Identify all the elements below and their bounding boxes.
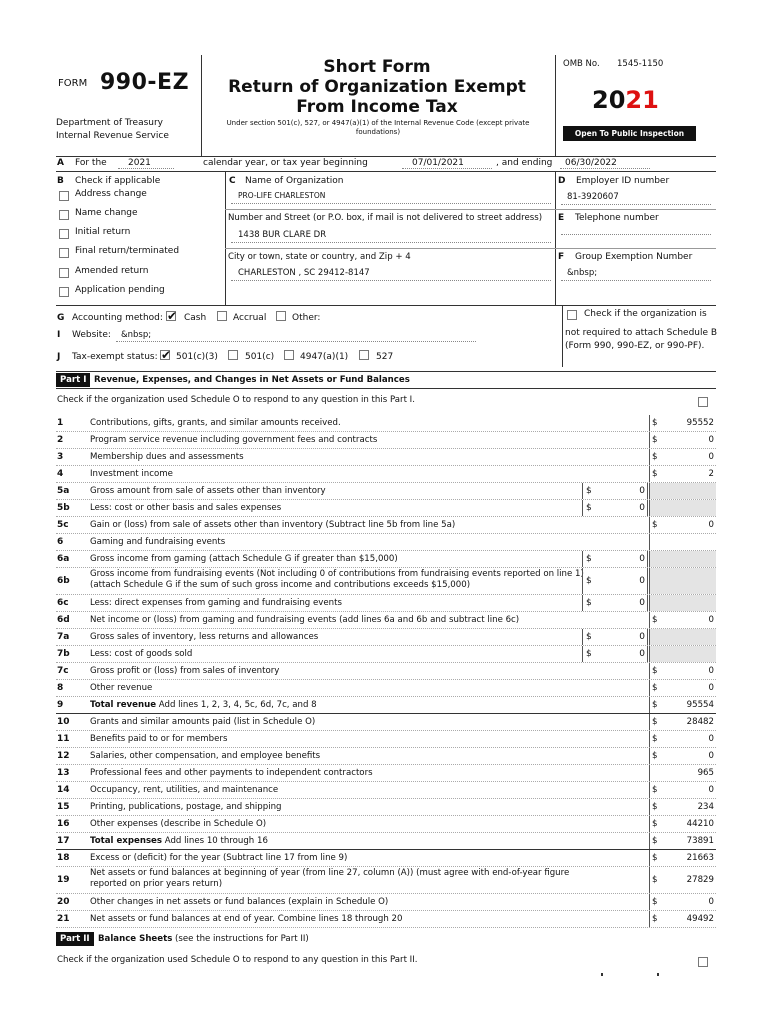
line-amount[interactable]: 95554: [686, 700, 714, 710]
form-title: [212, 57, 542, 117]
line-number: 1: [57, 418, 64, 428]
dollar-sign: $: [652, 853, 658, 863]
part-1-line-row: [56, 748, 716, 765]
tick-mark: [601, 973, 603, 976]
line-description: Other changes in net assets or fund balances (explain in Schedule O): [90, 897, 389, 907]
line-description-bold: Total revenue: [90, 700, 157, 710]
line-description: Program service revenue including government fees and contracts: [90, 435, 378, 445]
dollar-sign: $: [652, 875, 658, 885]
line-number: 2: [57, 435, 64, 445]
column-divider: [649, 765, 650, 781]
line-description: Occupancy, rent, utilities, and maintenance: [90, 785, 279, 795]
part-1-line-row: [56, 534, 716, 551]
line-number: 6: [57, 537, 64, 547]
part-1-line-row: [56, 697, 716, 714]
column-divider: [649, 663, 650, 679]
form-year-field[interactable]: 2021: [118, 158, 174, 169]
part-2-title: [98, 934, 309, 944]
letter-b: B: [57, 176, 64, 186]
part-1-line-row: [56, 911, 716, 928]
line-description: Other expenses (describe in Schedule O): [90, 819, 267, 829]
column-divider: [649, 867, 650, 893]
telephone-label: Telephone number: [575, 213, 659, 223]
cash-label: Cash: [184, 313, 207, 323]
part-1-line-row: [56, 568, 716, 595]
part-1-schedule-o-text: Check if the organization used Schedule O to respond to any question in this Part I.: [57, 395, 415, 405]
501c3-checkbox[interactable]: [160, 350, 170, 360]
line-number: 6d: [57, 615, 70, 625]
column-divider: [649, 782, 650, 798]
501c-label: 501(c): [245, 352, 275, 362]
column-divider: [649, 697, 650, 713]
dollar-sign: $: [652, 785, 658, 795]
line-description: [90, 700, 590, 711]
column-divider: [649, 731, 650, 747]
line-number: 8: [57, 683, 64, 693]
ein-field[interactable]: 81-3920607: [561, 192, 711, 205]
dollar-sign: $: [586, 486, 592, 496]
final-return-label: Final return/terminated: [75, 246, 180, 256]
dollar-sign: $: [586, 598, 592, 608]
omb-label: OMB No.: [563, 59, 600, 69]
dept-line-1: Department of Treasury: [56, 118, 164, 128]
dollar-sign: $: [652, 836, 658, 846]
dollar-sign: $: [652, 914, 658, 924]
line-number: 17: [57, 836, 70, 846]
line-amount[interactable]: 0: [708, 452, 714, 462]
under-section-text: Under section 501(c), 527, or 4947(a)(1) of the Internal Revenue Code (except private foundations): [226, 119, 530, 136]
dollar-sign: $: [652, 802, 658, 812]
shaded-cell: [650, 568, 716, 594]
part-1-line-row: [56, 612, 716, 629]
line-amount[interactable]: 2: [708, 469, 714, 479]
dollar-sign: $: [652, 520, 658, 530]
tick-mark: [657, 973, 659, 976]
column-divider: [649, 680, 650, 696]
city-field[interactable]: CHARLESTON , SC 29412-8147: [231, 268, 551, 281]
line-amount[interactable]: 234: [697, 802, 714, 812]
501c3-label: 501(c)(3): [176, 352, 218, 362]
sub-amount-cell[interactable]: [582, 595, 648, 611]
part-2-schedule-o-checkbox[interactable]: [698, 957, 708, 967]
line-number: 21: [57, 914, 70, 924]
line-amount[interactable]: 28482: [686, 717, 714, 727]
and-ending-text: , and ending: [496, 158, 553, 168]
line-number: 18: [57, 853, 70, 863]
check-if-applicable-label: Check if applicable: [75, 176, 161, 186]
shaded-cell: [650, 500, 716, 516]
line-description: Gaming and fundraising events: [90, 537, 226, 547]
line-description: Contributions, gifts, grants, and similar amounts received.: [90, 418, 341, 428]
line-number: 10: [57, 717, 70, 727]
line-description: Less: direct expenses from gaming and fundraising events: [90, 598, 342, 608]
address-change-checkbox[interactable]: [59, 191, 69, 201]
part-2-title-bold: Balance Sheets: [98, 934, 173, 944]
line-number: 7c: [57, 666, 69, 676]
part-1-line-row: [56, 646, 716, 663]
street-field[interactable]: 1438 BUR CLARE DR: [231, 230, 551, 243]
dollar-sign: $: [652, 469, 658, 479]
letter-a: A: [57, 158, 64, 168]
letter-f: F: [558, 252, 565, 262]
line-amount[interactable]: 0: [708, 520, 714, 530]
schedule-b-line-1: Check if the organization is: [584, 309, 707, 319]
part-1-line-row: [56, 731, 716, 748]
line-description: Net assets or fund balances at beginning of year (from line 27, column (A)) (must agree with end-of-year figure reported on prior years return): [90, 868, 570, 889]
line-number: 20: [57, 897, 70, 907]
line-description: Membership dues and assessments: [90, 452, 244, 462]
sub-amount-value: 0: [639, 649, 645, 659]
line-number: 5b: [57, 503, 70, 513]
schedule-b-line-2: not required to attach Schedule B: [565, 328, 718, 338]
name-change-label: Name change: [75, 208, 138, 218]
part-1-line-row: [56, 714, 716, 731]
shaded-cell: [650, 629, 716, 645]
dollar-sign: $: [652, 734, 658, 744]
title-line-1: Short Form: [323, 57, 431, 77]
line-description: Printing, publications, postage, and shipping: [90, 802, 282, 812]
dollar-sign: $: [652, 435, 658, 445]
form-header: [0, 0, 770, 160]
form-number: 990-EZ: [100, 70, 190, 95]
letter-d: D: [558, 176, 566, 186]
dollar-sign: $: [652, 683, 658, 693]
org-name-field[interactable]: PRO-LIFE CHARLESTON: [231, 191, 551, 204]
column-divider: [649, 833, 650, 849]
tax-year-prefix: 20: [592, 86, 626, 114]
line-description: Other revenue: [90, 683, 153, 693]
sub-amount-cell[interactable]: [582, 483, 648, 499]
telephone-field[interactable]: [561, 229, 711, 235]
accrual-label: Accrual: [233, 313, 267, 323]
omb-number: 1545-1150: [617, 59, 664, 69]
sub-amount-value: 0: [639, 503, 645, 513]
sub-amount-value: 0: [639, 486, 645, 496]
line-description-rest: Add lines 1, 2, 3, 4, 5c, 6d, 7c, and 8: [156, 700, 317, 710]
line-number: 15: [57, 802, 70, 812]
ein-label: Employer ID number: [576, 176, 670, 186]
line-amount[interactable]: 965: [697, 768, 714, 778]
4947a1-checkbox[interactable]: [284, 350, 294, 360]
part-2-title-rest: (see the instructions for Part II): [172, 934, 309, 944]
column-divider: [649, 517, 650, 533]
line-description-rest: Add lines 10 through 16: [162, 836, 268, 846]
for-the-label: For the: [75, 158, 107, 168]
part-1-line-row: [56, 833, 716, 850]
dollar-sign: $: [652, 819, 658, 829]
name-change-checkbox[interactable]: [59, 210, 69, 220]
line-amount[interactable]: 0: [708, 615, 714, 625]
column-divider: [649, 612, 650, 628]
line-amount[interactable]: 95552: [686, 418, 714, 428]
amended-return-checkbox[interactable]: [59, 268, 69, 278]
line-description: Gross profit or (loss) from sales of inventory: [90, 666, 280, 676]
527-checkbox[interactable]: [359, 350, 369, 360]
sub-amount-value: 0: [639, 598, 645, 608]
line-amount[interactable]: 21663: [686, 853, 714, 863]
line-amount[interactable]: 73891: [686, 836, 714, 846]
schedule-b-checkbox[interactable]: [567, 310, 577, 320]
line-description: Grants and similar amounts paid (list in Schedule O): [90, 717, 316, 727]
schedule-b-line-3: (Form 990, 990-EZ, or 990-PF).: [565, 341, 705, 351]
line-number: 16: [57, 819, 70, 829]
website-label: Website:: [72, 330, 111, 340]
line-number: 3: [57, 452, 64, 462]
line-number: 7a: [57, 632, 70, 642]
dollar-sign: $: [652, 700, 658, 710]
line-description: Benefits paid to or for members: [90, 734, 228, 744]
line-number: 6a: [57, 554, 70, 564]
line-number: 9: [57, 700, 64, 710]
dollar-sign: $: [586, 576, 592, 586]
cash-checkbox[interactable]: [166, 311, 176, 321]
letter-j: J: [57, 352, 61, 362]
line-number: 11: [57, 734, 70, 744]
dollar-sign: $: [652, 897, 658, 907]
line-description-bold: Total expenses: [90, 836, 162, 846]
line-description: Less: cost of goods sold: [90, 649, 193, 659]
part-1-line-row: [56, 595, 716, 612]
part-1-line-row: [56, 867, 716, 894]
sub-amount-cell[interactable]: [582, 551, 648, 567]
dollar-sign: $: [652, 452, 658, 462]
part-1-line-row: [56, 894, 716, 911]
part-1-line-row: [56, 663, 716, 680]
part-1-line-row: [56, 415, 716, 432]
line-amount[interactable]: 0: [708, 435, 714, 445]
initial-return-label: Initial return: [75, 227, 131, 237]
column-divider: [649, 816, 650, 832]
sub-amount-cell[interactable]: [582, 629, 648, 645]
527-label: 527: [376, 352, 394, 362]
dollar-sign: $: [652, 615, 658, 625]
dollar-sign: $: [586, 632, 592, 642]
initial-return-checkbox[interactable]: [59, 229, 69, 239]
dollar-sign: $: [652, 751, 658, 761]
application-pending-checkbox[interactable]: [59, 287, 69, 297]
line-number: 6c: [57, 598, 69, 608]
part-1-line-row: [56, 799, 716, 816]
sub-amount-cell[interactable]: [582, 500, 648, 516]
dept-line-2: Internal Revenue Service: [56, 131, 169, 141]
part-1-line-row: [56, 500, 716, 517]
part-2-tag: Part II: [56, 932, 94, 946]
column-divider: [649, 466, 650, 482]
part-2-schedule-o-text: Check if the organization used Schedule O to respond to any question in this Part II.: [57, 955, 418, 965]
column-divider: [649, 894, 650, 910]
line-number: 5c: [57, 520, 69, 530]
line-description: Investment income: [90, 469, 173, 479]
line-amount[interactable]: 27829: [686, 875, 714, 885]
part-1-line-row: [56, 517, 716, 534]
dollar-sign: $: [586, 649, 592, 659]
501c-checkbox[interactable]: [228, 350, 238, 360]
part-1-schedule-o-checkbox[interactable]: [698, 397, 708, 407]
line-number: 4: [57, 469, 64, 479]
part-1-line-row: [56, 483, 716, 500]
line-amount[interactable]: 0: [708, 734, 714, 744]
line-amount[interactable]: 0: [708, 666, 714, 676]
accrual-checkbox[interactable]: [217, 311, 227, 321]
part-1-line-row: [56, 765, 716, 782]
part-1-tag: Part I: [56, 373, 90, 387]
column-divider: [649, 534, 650, 550]
line-number: 6b: [57, 576, 70, 586]
line-description: Gross sales of inventory, less returns and allowances: [90, 632, 319, 642]
group-exemption-label: Group Exemption Number: [575, 252, 693, 262]
part-1-line-row: [56, 466, 716, 483]
shaded-cell: [650, 595, 716, 611]
line-description: Less: cost or other basis and sales expenses: [90, 503, 282, 513]
other-method-label: Other:: [292, 313, 321, 323]
line-description: Gross income from fundraising events (Not including 0 of contributions from fundraising events reported on line 1) (attach Schedule G if the sum of such gross income and contributions exceeds $15,000): [90, 569, 584, 590]
part-1-title: Revenue, Expenses, and Changes in Net Assets or Fund Balances: [94, 375, 410, 385]
application-pending-label: Application pending: [75, 285, 165, 295]
line-description: [90, 836, 590, 847]
line-number: 5a: [57, 486, 70, 496]
city-label: City or town, state or country, and Zip + 4: [228, 252, 411, 262]
part-1-line-row: [56, 449, 716, 466]
sub-amount-value: 0: [639, 554, 645, 564]
part-1-line-row: [56, 816, 716, 833]
form-word: FORM: [58, 78, 88, 89]
group-exemption-field[interactable]: &nbsp;: [561, 268, 711, 281]
line-description: Excess or (deficit) for the year (Subtract line 17 from line 9): [90, 853, 348, 863]
line-number: 13: [57, 768, 70, 778]
column-divider: [649, 911, 650, 927]
calendar-year-text: calendar year, or tax year beginning: [203, 158, 368, 168]
line-description: Professional fees and other payments to independent contractors: [90, 768, 373, 778]
shaded-cell: [650, 483, 716, 499]
column-divider: [649, 799, 650, 815]
dollar-sign: $: [652, 717, 658, 727]
column-divider: [649, 714, 650, 730]
title-line-2: Return of Organization Exempt: [228, 77, 526, 97]
line-amount[interactable]: 0: [708, 683, 714, 693]
line-number: 12: [57, 751, 70, 761]
line-amount[interactable]: 0: [708, 897, 714, 907]
dollar-sign: $: [652, 666, 658, 676]
sub-amount-cell[interactable]: [582, 646, 648, 662]
part-1-line-row: [56, 432, 716, 449]
line-number: 14: [57, 785, 70, 795]
letter-e: E: [558, 213, 565, 223]
shaded-cell: [650, 551, 716, 567]
line-description: Gross income from gaming (attach Schedule G if greater than $15,000): [90, 554, 398, 564]
line-description: Gain or (loss) from sale of assets other than inventory (Subtract line 5b from line 5a): [90, 520, 456, 530]
dollar-sign: $: [652, 418, 658, 428]
part-1-line-row: [56, 680, 716, 697]
org-name-label: Name of Organization: [245, 176, 344, 186]
final-return-checkbox[interactable]: [59, 248, 69, 258]
line-description: Net income or (loss) from gaming and fundraising events (add lines 6a and 6b and subtract line 6c): [90, 615, 520, 625]
other-method-checkbox[interactable]: [276, 311, 286, 321]
4947a1-label: 4947(a)(1): [300, 352, 349, 362]
column-divider: [649, 449, 650, 465]
letter-c: C: [229, 176, 236, 186]
tax-year-suffix: 21: [625, 86, 659, 114]
dollar-sign: $: [586, 503, 592, 513]
part-1-line-row: [56, 782, 716, 799]
line-number: 7b: [57, 649, 70, 659]
website-field[interactable]: &nbsp;: [116, 330, 476, 342]
line-description: Salaries, other compensation, and employee benefits: [90, 751, 321, 761]
line-description: Net assets or fund balances at end of year. Combine lines 18 through 20: [90, 914, 403, 924]
part-1-line-row: [56, 629, 716, 646]
sub-amount-value: 0: [639, 632, 645, 642]
letter-i: I: [57, 330, 61, 340]
address-change-label: Address change: [75, 189, 147, 199]
tax-exempt-label: Tax-exempt status:: [72, 352, 158, 362]
column-divider: [649, 432, 650, 448]
amended-return-label: Amended return: [75, 266, 149, 276]
accounting-method-label: Accounting method:: [72, 313, 163, 323]
letter-g: G: [57, 313, 65, 323]
tax-year: [592, 86, 659, 114]
line-amount[interactable]: 0: [708, 751, 714, 761]
line-amount[interactable]: 0: [708, 785, 714, 795]
street-label: Number and Street (or P.O. box, if mail is not delivered to street address): [228, 213, 543, 223]
begin-date-field[interactable]: 07/01/2021: [402, 158, 492, 169]
column-divider: [649, 748, 650, 764]
column-divider: [649, 850, 650, 866]
part-1-line-row: [56, 850, 716, 867]
line-description: Gross amount from sale of assets other than inventory: [90, 486, 326, 496]
public-inspection-badge: Open To Public Inspection: [563, 126, 696, 141]
dollar-sign: $: [586, 554, 592, 564]
sub-amount-value: 0: [639, 576, 645, 586]
sub-amount-cell[interactable]: [582, 568, 648, 594]
line-amount[interactable]: 49492: [686, 914, 714, 924]
title-line-3: From Income Tax: [296, 97, 458, 117]
end-date-field[interactable]: 06/30/2022: [560, 158, 650, 169]
part-1-line-row: [56, 551, 716, 568]
column-divider: [649, 415, 650, 431]
line-number: 19: [57, 875, 70, 885]
shaded-cell: [650, 646, 716, 662]
line-amount[interactable]: 44210: [686, 819, 714, 829]
